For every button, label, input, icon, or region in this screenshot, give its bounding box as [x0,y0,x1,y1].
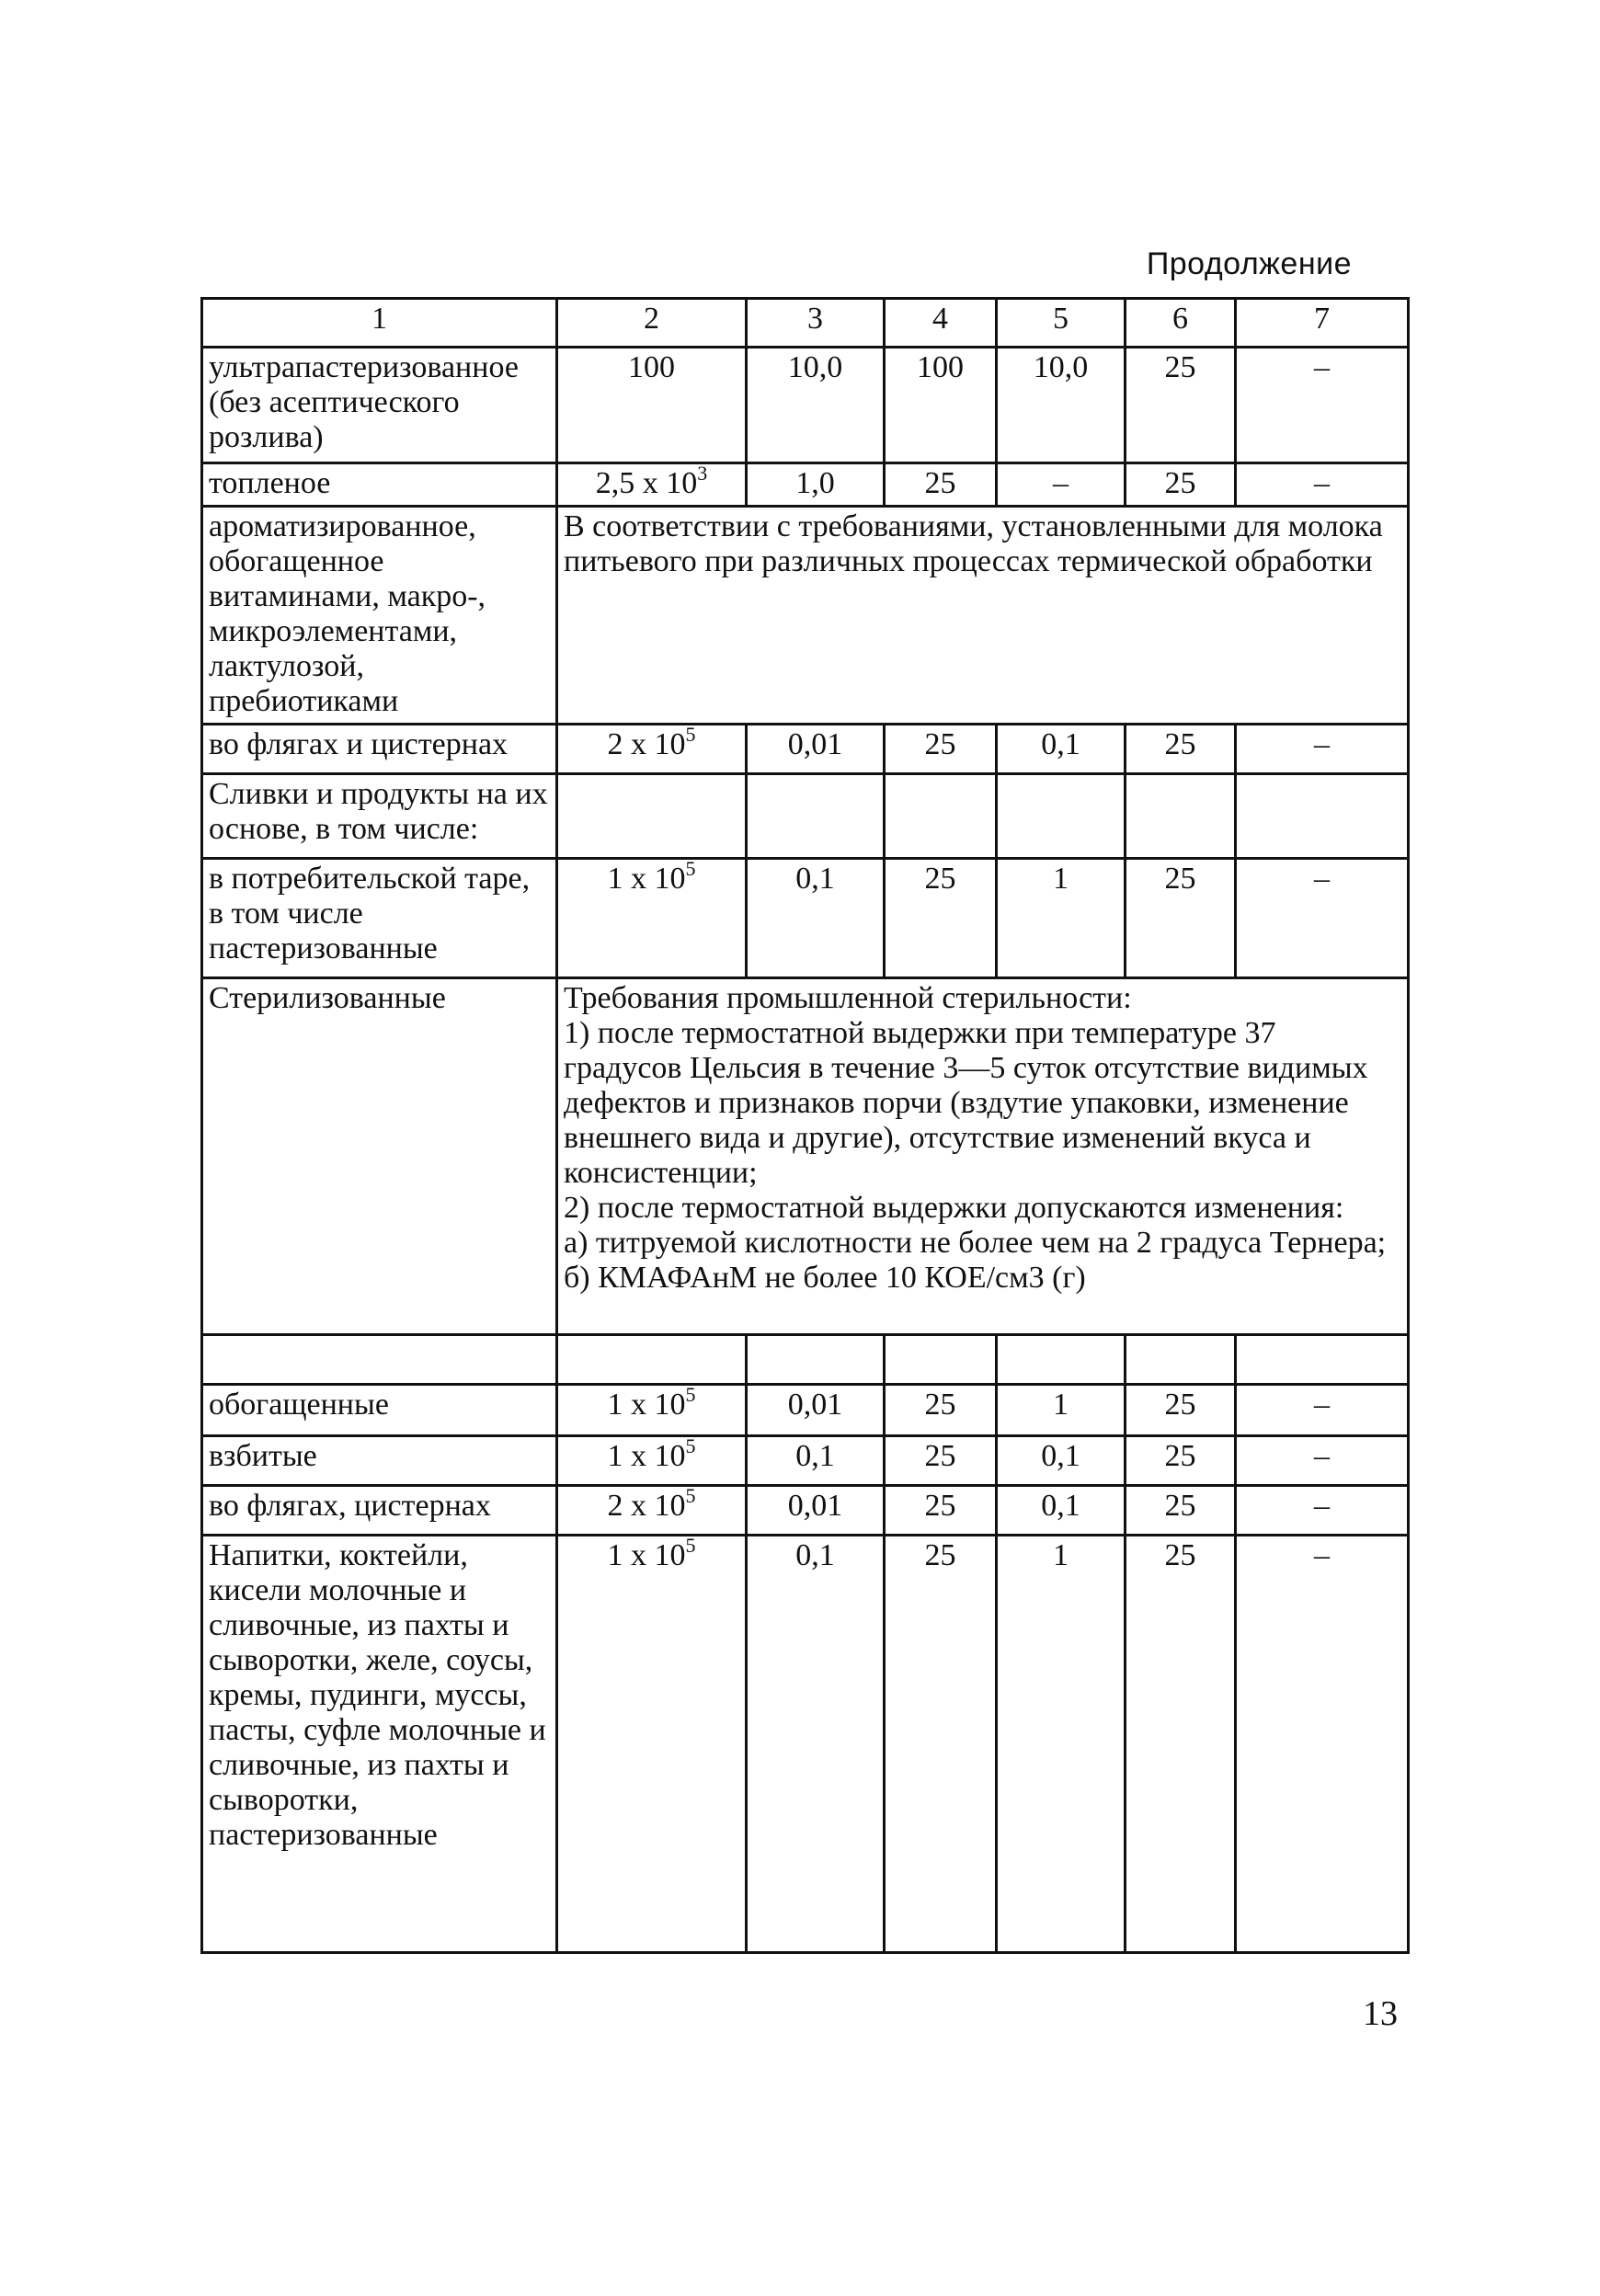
cell-col6: 25 [1126,1436,1236,1486]
product-name: ультрапастеризованное (без асептического розлива) [202,348,557,463]
table-row [202,859,1409,978]
cell-col6: 25 [1126,725,1236,774]
requirement-line: 1) после термостатной выдержки при температуре 37 градусов Цельсия в течение 3—5 суток отсутствие видимых дефектов и признаков порчи (вздутие упаковки, изменение внешнего вида и другие), отсутствие изменений вкуса и консистенции; [564,1016,1368,1190]
cell-col2 [557,463,747,507]
product-name: ароматизированное, обогащенное витаминами, макро-, микроэлементами, лактулозой, пребиотиками [202,507,557,725]
requirement-line: б) КМАФАнМ не более 10 КОЕ/см3 (г) [564,1261,1086,1295]
cell-col3: 10,0 [747,348,885,463]
empty-cell [557,774,747,859]
empty-cell [557,1335,747,1385]
value-base: 1 x 10 [607,1439,686,1473]
merged-requirement-cell: В соответствии с требованиями, установленными для молока питьевого при различных процессах термической обработки [557,507,1409,725]
table-row [202,1486,1409,1536]
value-base: 1 x 10 [607,1538,686,1572]
cell-col5: 1 [997,859,1126,978]
cell-col7: – [1236,859,1409,978]
cell-col3: 0,01 [747,1385,885,1436]
cell-col6: 25 [1126,348,1236,463]
cell-col5: – [997,463,1126,507]
cell-col7: – [1236,348,1409,463]
product-name: Сливки и продукты на их основе, в том числе: [202,774,557,859]
cell-col4: 25 [885,859,997,978]
product-name: во флягах, цистернах [202,1486,557,1536]
table-row [202,978,1409,1335]
cell-col3: 0,01 [747,725,885,774]
empty-cell [885,774,997,859]
sterility-requirements-cell [557,978,1409,1335]
table-row [202,1536,1409,1953]
cell-col2 [557,1385,747,1436]
value-base: 1 x 10 [607,1388,686,1422]
cell-col4: 100 [885,348,997,463]
table-row [202,774,1409,859]
cell-col7: – [1236,1385,1409,1436]
table-header-row [202,299,1409,348]
cell-col4: 25 [885,725,997,774]
cell-col2 [557,1436,747,1486]
value-base: 2 x 10 [607,727,686,761]
product-name: Стерилизованные [202,978,557,1335]
product-name: Напитки, коктейли, кисели молочные и сливочные, из пахты и сыворотки, желе, соусы, кремы, пудинги, муссы, пасты, суфле молочные и сливочные, из пахты и сыворотки, пастеризованные [202,1536,557,1953]
table-row [202,725,1409,774]
cell-col6: 25 [1126,1536,1236,1953]
value-base: 1 x 10 [607,862,686,896]
page-number: 13 [1363,1994,1398,2033]
cell-col7: – [1236,725,1409,774]
table-row-empty [202,1335,1409,1385]
requirement-line: а) титруемой кислотности не более чем на 2 градуса Тернера; [564,1226,1387,1260]
cell-col2 [557,1486,747,1536]
cell-col3: 1,0 [747,463,885,507]
empty-cell [997,774,1126,859]
product-name: во флягах и цистернах [202,725,557,774]
cell-col7: – [1236,463,1409,507]
value-exponent: 5 [685,1383,696,1406]
empty-cell [1126,774,1236,859]
cell-col7: – [1236,1486,1409,1536]
cell-col5: 0,1 [997,725,1126,774]
table-row [202,463,1409,507]
column-header: 4 [885,299,997,348]
cell-col7: – [1236,1536,1409,1953]
cell-col4: 25 [885,1486,997,1536]
product-name: топленое [202,463,557,507]
cell-col6: 25 [1126,859,1236,978]
requirement-line: 2) после термостатной выдержки допускаются изменения: [564,1191,1344,1225]
value-base: 2 x 10 [607,1489,686,1523]
cell-col2: 100 [557,348,747,463]
column-header: 7 [1236,299,1409,348]
column-header: 5 [997,299,1126,348]
cell-col2 [557,859,747,978]
cell-col6: 25 [1126,1486,1236,1536]
cell-col3: 0,1 [747,859,885,978]
value-base: 2,5 x 10 [595,466,698,500]
cell-col5: 0,1 [997,1486,1126,1536]
column-header: 6 [1126,299,1236,348]
empty-cell [1236,1335,1409,1385]
cell-col5: 10,0 [997,348,1126,463]
cell-col5: 0,1 [997,1436,1126,1486]
empty-cell [885,1335,997,1385]
cell-col5: 1 [997,1385,1126,1436]
product-name: в потребительской таре, в том числе пастеризованные [202,859,557,978]
value-exponent: 5 [685,857,696,880]
cell-col4: 25 [885,463,997,507]
cell-col2 [557,1536,747,1953]
empty-cell [202,1335,557,1385]
cell-col3: 0,1 [747,1436,885,1486]
cell-col6: 25 [1126,1385,1236,1436]
requirement-line: Требования промышленной стерильности: [564,981,1132,1015]
cell-col3: 0,1 [747,1536,885,1953]
column-header: 3 [747,299,885,348]
empty-cell [1126,1335,1236,1385]
value-exponent: 5 [685,723,696,746]
table-row [202,507,1409,725]
cell-col5: 1 [997,1536,1126,1953]
product-name: взбитые [202,1436,557,1486]
column-header: 2 [557,299,747,348]
empty-cell [1236,774,1409,859]
table-row [202,1385,1409,1436]
cell-col4: 25 [885,1385,997,1436]
product-name: обогащенные [202,1385,557,1436]
cell-col4: 25 [885,1536,997,1953]
cell-col4: 25 [885,1436,997,1486]
value-exponent: 5 [685,1434,696,1457]
requirements-table [200,297,1410,1954]
cell-col6: 25 [1126,463,1236,507]
table-row [202,1436,1409,1486]
value-exponent: 5 [685,1484,696,1507]
continuation-label: Продолжение [1146,246,1352,281]
empty-cell [747,774,885,859]
empty-cell [997,1335,1126,1385]
cell-col2 [557,725,747,774]
value-exponent: 3 [697,462,708,485]
cell-col7: – [1236,1436,1409,1486]
column-header: 1 [202,299,557,348]
empty-cell [747,1335,885,1385]
value-exponent: 5 [685,1534,696,1557]
cell-col3: 0,01 [747,1486,885,1536]
table-row [202,348,1409,463]
